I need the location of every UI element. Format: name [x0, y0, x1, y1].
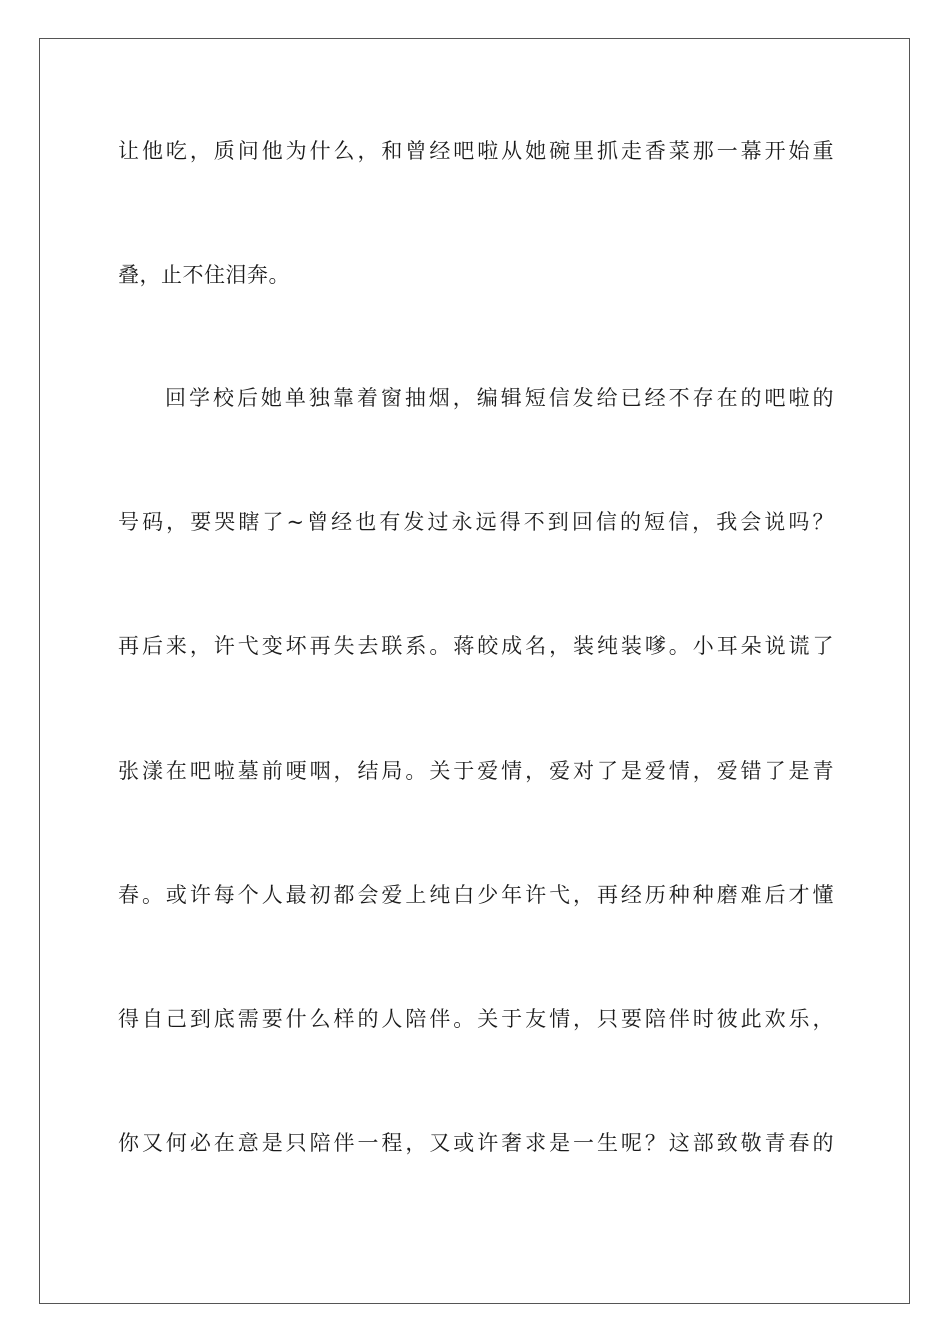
text-line: 让他吃，质问他为什么，和曾经吧啦从她碗里抓走香菜那一幕开始重: [118, 139, 834, 163]
text-line: 再后来，许弋变坏再失去联系。蒋皎成名，装纯装嗲。小耳朵说谎了: [118, 634, 834, 658]
text-line: 春。或许每个人最初都会爱上纯白少年许弋，再经历种种磨难后才懂: [118, 883, 834, 907]
text-line: 号码，要哭瞎了~曾经也有发过永远得不到回信的短信，我会说吗？: [118, 510, 834, 534]
text-line: 张漾在吧啦墓前哽咽，结局。关于爱情，爱对了是爱情，爱错了是青: [118, 759, 834, 783]
text-line: 得自己到底需要什么样的人陪伴。关于友情，只要陪伴时彼此欢乐，: [118, 1007, 834, 1031]
page-frame: [39, 38, 910, 1304]
text-line: 你又何必在意是只陪伴一程，又或许奢求是一生呢？这部致敬青春的: [118, 1131, 834, 1155]
text-line: 叠，止不住泪奔。: [118, 263, 290, 287]
text-line: 回学校后她单独靠着窗抽烟，编辑短信发给已经不存在的吧啦的: [165, 386, 834, 410]
